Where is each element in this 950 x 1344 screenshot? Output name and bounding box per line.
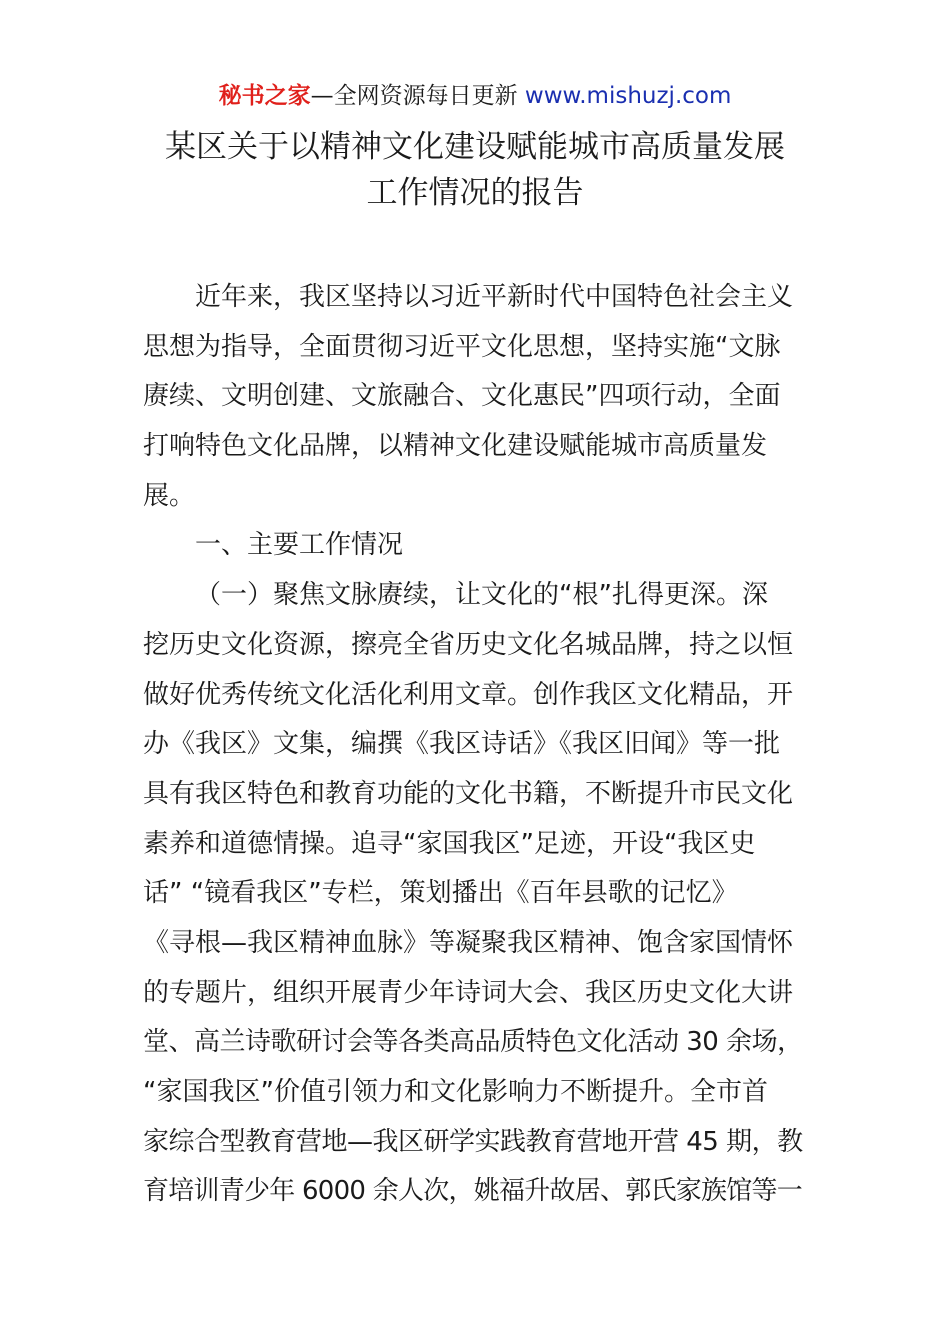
body-line: 思想为指导，全面贯彻习近平文化思想，坚持实施“文脉 (143, 331, 781, 362)
title-line-1: 某区关于以精神文化建设赋能城市高质量发展 (165, 129, 785, 165)
body-line: 近年来，我区坚持以习近平新时代中国特色社会主义 (195, 282, 794, 312)
document-body (143, 273, 807, 1217)
body-line: 家综合型教育营地—我区研学实践教育营地开营 45 期，教 (143, 1126, 803, 1157)
body-line: 赓续、文明创建、文旅融合、文化惠民”四项行动，全面 (143, 381, 781, 412)
header-tagline: —全网资源每日更新 (310, 83, 518, 109)
brand-name: 秘书之家 (218, 83, 311, 109)
body-line: 具有我区特色和教育功能的文化书籍，不断提升市民文化 (143, 778, 794, 809)
body-line: 素养和道德情操。追寻“家国我区”足迹，开设“我区史 (143, 828, 756, 859)
title-line-2: 工作情况的报告 (366, 175, 584, 211)
body-line: 育培训青少年 6000 余人次，姚福升故居、郭氏家族馆等一 (143, 1176, 802, 1207)
body-line: （一）聚焦文脉赓续，让文化的“根”扎得更深。深 (195, 580, 768, 611)
site-header (0, 80, 950, 112)
body-line: 打响特色文化品牌，以精神文化建设赋能城市高质量发 (143, 431, 768, 462)
section-heading: 一、主要工作情况 (195, 530, 404, 561)
body-line: “家国我区”价值引领力和文化影响力不断提升。全市首 (143, 1077, 768, 1107)
body-line: 挖历史文化资源，擦亮全省历史文化名城品牌，持之以恒 (143, 629, 794, 660)
body-line: 办《我区》文集，编撰《我区诗话》《我区旧闻》等一批 (143, 729, 781, 760)
site-url-link[interactable]: www.mishuzj.com (524, 83, 732, 109)
body-line: 做好优秀传统文化活化利用文章。创作我区文化精品，开 (143, 679, 794, 710)
body-line: 话” “镜看我区”专栏，策划播出《百年县歌的记忆》 (143, 878, 738, 909)
body-line: 《寻根—我区精神血脉》等凝聚我区精神、饱含家国情怀 (143, 927, 794, 958)
body-line: 的专题片，组织开展青少年诗词大会、我区历史文化大讲 (143, 977, 794, 1008)
body-line: 展。 (143, 480, 196, 511)
document-title (0, 124, 950, 216)
body-line: 堂、高兰诗歌研讨会等各类高品质特色文化活动 30 余场， (143, 1027, 803, 1058)
